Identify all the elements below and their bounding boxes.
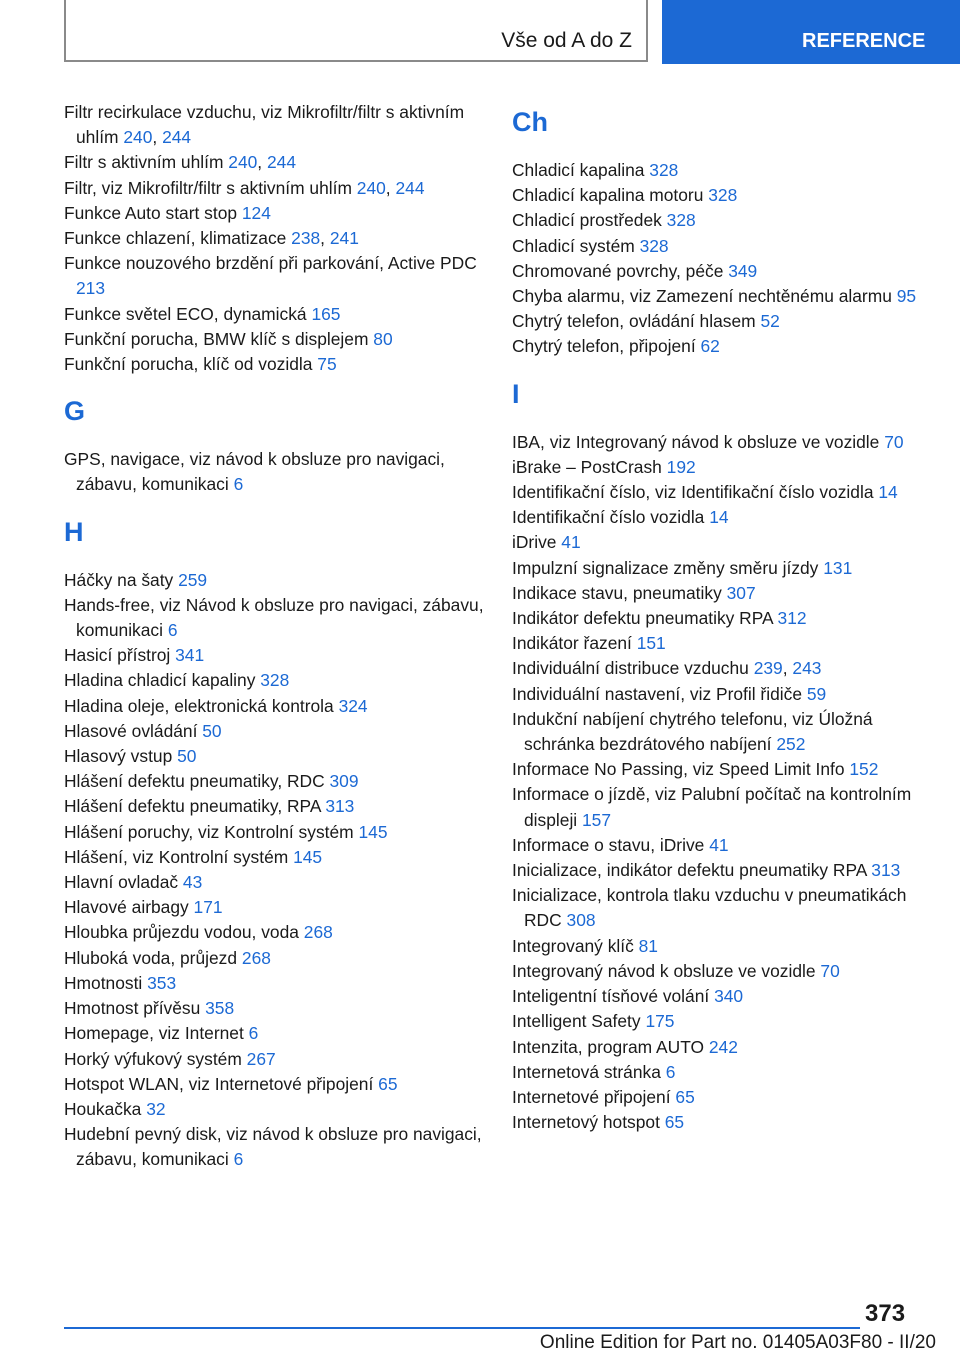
index-entry <box>512 480 932 505</box>
index-entry-text: Hudební pevný disk, viz návod k obsluze pro navigaci, zábavu, komunikaci <box>64 1124 482 1170</box>
index-entry <box>64 895 484 920</box>
index-entry <box>512 430 932 455</box>
page-reference-link[interactable]: 267 <box>246 1048 276 1069</box>
page-reference-link[interactable]: 244 <box>162 127 192 148</box>
page-reference-link[interactable]: 328 <box>708 185 738 206</box>
index-entry <box>512 1035 932 1060</box>
page-reference-link[interactable]: 81 <box>638 935 658 956</box>
index-entry-text: Funkce Auto start stop <box>64 202 238 223</box>
index-entry <box>512 334 932 359</box>
index-letter-heading: G <box>64 396 86 427</box>
index-entry <box>512 530 932 555</box>
index-entry-text: Hotspot WLAN, viz Internetové připojení <box>64 1073 374 1094</box>
page-reference-link[interactable]: 62 <box>700 336 720 357</box>
page-reference-link[interactable]: 328 <box>260 670 290 691</box>
index-entry-text: Hladina oleje, elektronická kontrola <box>64 695 334 716</box>
index-entry <box>512 883 932 933</box>
index-entry <box>512 1009 932 1034</box>
index-entry-text: Inteligentní tísňové volání <box>512 986 710 1007</box>
index-entry <box>64 568 484 593</box>
page-reference-link[interactable]: 244 <box>395 177 425 198</box>
page-reference-link[interactable]: 32 <box>146 1098 166 1119</box>
index-entry-text: Chromované povrchy, péče <box>512 260 724 281</box>
page-reference-link[interactable]: 131 <box>823 557 853 578</box>
index-entry <box>64 719 484 744</box>
page-reference-link[interactable]: 240 <box>228 152 258 173</box>
index-entry <box>64 201 484 226</box>
index-entry-text: Hlasové ovládání <box>64 720 198 741</box>
index-entry-text: Individuální nastavení, viz Profil řidiče <box>512 683 802 704</box>
index-entry <box>64 1072 484 1097</box>
index-entry <box>512 208 932 233</box>
index-entry-text: Hands-free, viz Návod k obsluze pro navigaci, zábavu, komunikaci <box>64 594 484 641</box>
page-reference-link[interactable]: 341 <box>175 645 205 666</box>
index-entry-text: Chladicí systém <box>512 235 635 256</box>
page-reference-link[interactable]: 95 <box>896 286 917 307</box>
index-entry <box>512 858 932 883</box>
index-entry-text: Hlasový vstup <box>64 746 173 767</box>
page-reference-link[interactable]: 213 <box>76 278 106 299</box>
index-entry-text: Hlavové airbagy <box>64 897 189 918</box>
index-entry-text: Chladicí kapalina motoru <box>512 185 704 206</box>
page-reference-link[interactable]: 50 <box>177 746 197 767</box>
index-entry-text: Indikace stavu, pneumatiky <box>512 582 722 603</box>
index-entry <box>64 769 484 794</box>
index-entry <box>512 183 932 208</box>
index-entry-text: Hlášení defektu pneumatiky, RPA <box>64 796 321 817</box>
index-entry: Funkce chlazení, klimatizace 238, 241 <box>64 228 359 249</box>
index-entry <box>512 984 932 1009</box>
index-entry-text: Chladicí prostředek <box>512 210 662 231</box>
index-entry-text: Funkce nouzového brzdění při parkování, Active PDC <box>64 253 477 274</box>
index-entry-text: Hmotnosti <box>64 972 143 993</box>
page-reference-link[interactable]: 152 <box>849 759 879 780</box>
index-entry <box>64 744 484 769</box>
index-entry-text: Informace No Passing, viz Speed Limit Info <box>512 759 845 780</box>
page-reference-link[interactable]: 308 <box>566 910 596 931</box>
page-reference-link[interactable]: 358 <box>205 998 235 1019</box>
index-entry <box>64 593 484 643</box>
index-entry-text: Chytrý telefon, připojení <box>512 336 696 357</box>
index-entry-text: Chytrý telefon, ovládání hlasem <box>512 311 756 332</box>
page-reference-link[interactable]: 312 <box>777 608 807 629</box>
index-entry-text: Informace o jízdě, viz Palubní počítač na kontrolním displeji <box>512 784 912 830</box>
index-entry <box>512 682 932 707</box>
index-entry <box>512 782 932 832</box>
page-reference-link[interactable]: 6 <box>233 474 244 495</box>
section-title: Vše od A do Z <box>501 29 632 52</box>
chapter-tab-reference[interactable]: REFERENCE <box>662 0 960 64</box>
page-reference-link[interactable]: 65 <box>378 1073 398 1094</box>
page-reference-link[interactable]: 124 <box>241 202 271 223</box>
index-entry <box>512 606 932 631</box>
index-entry <box>512 707 932 757</box>
page-reference-link[interactable]: 328 <box>666 210 696 231</box>
page-reference-link[interactable]: 52 <box>760 311 780 332</box>
page-reference-link[interactable]: 145 <box>293 846 323 867</box>
index-entry-text: Hlášení poruchy, viz Kontrolní systém <box>64 821 354 842</box>
index-entry <box>64 996 484 1021</box>
index-entry <box>64 352 484 377</box>
index-column-right <box>512 100 932 1135</box>
page-reference-link[interactable]: 244 <box>266 152 296 173</box>
index-entry-text: Hasicí přístroj <box>64 645 171 666</box>
page-reference-link[interactable]: 242 <box>708 1036 738 1057</box>
index-entry-text: Individuální distribuce vzduchu <box>512 658 749 679</box>
index-entry <box>64 794 484 819</box>
page-reference-link[interactable]: 165 <box>311 303 341 324</box>
index-entry <box>512 934 932 959</box>
page-reference-link[interactable]: 240 <box>356 177 386 198</box>
index-entry-text: Identifikační číslo vozidla <box>512 507 705 528</box>
index-entry-text: Integrovaný návod k obsluze ve vozidle <box>512 960 816 981</box>
page-reference-link[interactable]: 14 <box>709 507 729 528</box>
index-entry <box>512 309 932 334</box>
page-reference-link[interactable]: 75 <box>317 354 337 375</box>
page-reference-link[interactable]: 65 <box>675 1086 695 1107</box>
index-entry-text: Integrovaný klíč <box>512 935 634 956</box>
page-reference-link[interactable]: 243 <box>792 658 822 679</box>
index-entry <box>64 327 484 352</box>
index-entry <box>64 845 484 870</box>
index-entry-text: Hladina chladicí kapaliny <box>64 670 256 691</box>
index-entry-text: Funkce chlazení, klimatizace <box>64 228 287 249</box>
page-reference-link[interactable]: 41 <box>709 834 729 855</box>
index-entry <box>512 757 932 782</box>
page-reference-link[interactable]: 14 <box>878 482 898 503</box>
page-reference-link[interactable]: 171 <box>193 897 223 918</box>
index-entry <box>64 251 484 301</box>
index-entry-text: Impulzní signalizace změny směru jízdy <box>512 557 819 578</box>
index-entry: Individuální distribuce vzduchu 239, 243 <box>512 658 822 679</box>
index-entry <box>64 1122 484 1172</box>
page-reference-link[interactable]: 238 <box>291 228 321 249</box>
page-reference-link[interactable]: 59 <box>806 683 827 704</box>
index-entry <box>512 455 932 480</box>
page-reference-link[interactable]: 192 <box>666 456 696 477</box>
page-reference-link[interactable]: 268 <box>303 922 333 943</box>
index-entry-text: Funkční porucha, klíč od vozidla <box>64 354 313 375</box>
index-entry <box>64 920 484 945</box>
index-entry <box>512 1110 932 1135</box>
page-reference-link[interactable]: 313 <box>871 860 901 881</box>
index-entry <box>512 234 932 259</box>
index-letter-heading: H <box>64 516 84 547</box>
index-entry <box>64 1097 484 1122</box>
page-reference-link[interactable]: 41 <box>561 532 581 553</box>
page-reference-link[interactable]: 70 <box>820 960 840 981</box>
index-entry-text: Homepage, viz Internet <box>64 1023 244 1044</box>
index-entry-text: Internetová stránka <box>512 1061 661 1082</box>
index-entry <box>64 447 484 497</box>
index-letter-heading: Ch <box>512 107 548 137</box>
index-entry-text: Hloubka průjezdu vodou, voda <box>64 922 299 943</box>
index-entry <box>512 1085 932 1110</box>
index-entry-text: Houkačka <box>64 1098 142 1119</box>
index-entry-text: Internetové připojení <box>512 1086 671 1107</box>
index-entry-text: Funkce světel ECO, dynamická <box>64 303 307 324</box>
page-reference-link[interactable]: 145 <box>358 821 388 842</box>
index-entry-text: Funkční porucha, BMW klíč s displejem <box>64 328 369 349</box>
page-reference-link[interactable]: 340 <box>714 986 744 1007</box>
index-entry <box>64 946 484 971</box>
index-entry-text: Filtr, viz Mikrofiltr/filtr s aktivním uhlím <box>64 177 352 198</box>
index-entry-text: Hlavní ovladač <box>64 872 179 893</box>
index-entry-text: Hlášení defektu pneumatiky, RDC <box>64 771 325 792</box>
index-entry-text: Intelligent Safety <box>512 1011 641 1032</box>
index-column-left <box>64 100 484 1173</box>
index-entry <box>512 284 932 309</box>
index-entry <box>512 833 932 858</box>
page-reference-link[interactable]: 70 <box>884 431 904 452</box>
index-entry-text: Inicializace, kontrola tlaku vzduchu v pneumatikách RDC <box>512 885 907 931</box>
page-reference-link[interactable]: 324 <box>338 695 368 716</box>
page-reference-link[interactable]: 328 <box>649 160 679 180</box>
page-reference-link[interactable]: 175 <box>645 1011 675 1032</box>
page-reference-link[interactable]: 6 <box>248 1023 259 1044</box>
index-entry-text: Internetový hotspot <box>512 1112 660 1133</box>
page-reference-link[interactable]: 259 <box>178 569 208 590</box>
index-entry <box>64 302 484 327</box>
page-reference-link[interactable]: 313 <box>325 796 355 817</box>
footer-divider <box>64 1327 860 1329</box>
index-entry <box>64 820 484 845</box>
page-reference-link[interactable]: 309 <box>329 771 359 792</box>
index-entry-text: IBA, viz Integrovaný návod k obsluze ve vozidle <box>512 431 880 452</box>
index-entry <box>512 631 932 656</box>
page-number: 373 <box>865 1300 906 1327</box>
index-entry-text: Indikátor řazení <box>512 633 632 654</box>
page-reference-link[interactable]: 349 <box>728 260 758 281</box>
footer-edition-text: Online Edition for Part no. 01405A03F80 - II/20 <box>539 1332 936 1353</box>
index-entry <box>512 158 932 183</box>
index-entry <box>64 1047 484 1072</box>
page-reference-link[interactable]: 50 <box>202 720 222 741</box>
page-reference-link[interactable]: 65 <box>664 1112 685 1133</box>
index-entry-text: iDrive <box>512 532 557 553</box>
header-section-box <box>64 0 648 62</box>
index-entry <box>64 1021 484 1046</box>
page-reference-link[interactable]: 240 <box>123 127 153 148</box>
page-reference-link[interactable]: 80 <box>373 328 393 349</box>
index-entry-text: Identifikační číslo, viz Identifikační číslo vozidla <box>512 482 874 503</box>
index-entry-text: GPS, navigace, viz návod k obsluze pro navigaci, zábavu, komunikaci <box>64 449 445 495</box>
index-entry <box>512 581 932 606</box>
index-entry-text: Hmotnost přívěsu <box>64 998 201 1019</box>
index-entry <box>512 959 932 984</box>
page-reference-link[interactable]: 239 <box>753 658 783 679</box>
index-entry-text: Horký výfukový systém <box>64 1048 242 1069</box>
page-reference-link[interactable]: 353 <box>147 972 177 993</box>
page-reference-link[interactable]: 6 <box>233 1149 244 1170</box>
index-entry-text: Indikátor defektu pneumatiky RPA <box>512 608 773 629</box>
index-entry <box>512 556 932 581</box>
page-reference-link[interactable]: 252 <box>776 734 806 755</box>
index-entry-text: Hlášení, viz Kontrolní systém <box>64 846 289 867</box>
index-entry-text: Intenzita, program AUTO <box>512 1036 705 1057</box>
page-reference-link[interactable]: 6 <box>665 1061 676 1082</box>
index-entry-text: Chladicí kapalina <box>512 160 645 180</box>
page-reference-link[interactable]: 151 <box>636 633 666 654</box>
page-reference-link[interactable]: 328 <box>639 235 669 256</box>
index-entry-text: Filtr s aktivním uhlím <box>64 152 224 173</box>
index-entry <box>512 259 932 284</box>
page-reference-link[interactable]: 307 <box>726 582 756 603</box>
index-entry: Filtr s aktivním uhlím 240, 244 <box>64 152 296 173</box>
index-entry <box>64 870 484 895</box>
index-entry-text: iBrake – PostCrash <box>512 456 662 477</box>
index-entry-text: Inicializace, indikátor defektu pneumatiky RPA <box>512 860 867 881</box>
index-entry <box>512 505 932 530</box>
index-entry-text: Chyba alarmu, viz Zamezení nechtěnému alarmu <box>512 286 892 307</box>
index-entry: Filtr recirkulace vzduchu, viz Mikrofiltr/filtr s aktivním uhlím 240, 244 <box>64 102 465 148</box>
index-entry <box>64 971 484 996</box>
page-reference-link[interactable]: 268 <box>241 947 271 968</box>
index-letter-heading: I <box>512 378 520 409</box>
page-reference-link[interactable]: 157 <box>582 809 612 830</box>
index-entry: Filtr, viz Mikrofiltr/filtr s aktivním uhlím 240, 244 <box>64 177 425 198</box>
page-reference-link[interactable]: 241 <box>329 228 359 249</box>
index-entry-text: Háčky na šaty <box>64 569 174 590</box>
index-entry <box>64 643 484 668</box>
index-entry <box>512 1060 932 1085</box>
index-entry-text: Hluboká voda, průjezd <box>64 947 238 968</box>
index-entry <box>64 668 484 693</box>
page-reference-link[interactable]: 43 <box>182 872 203 893</box>
index-entry <box>64 694 484 719</box>
index-entry-text: Filtr recirkulace vzduchu, viz Mikrofiltr/filtr s aktivním uhlím <box>64 102 465 148</box>
index-entry-text: Indukční nabíjení chytrého telefonu, viz Úložná schránka bezdrátového nabíjení <box>512 708 873 755</box>
index-entry-text: Informace o stavu, iDrive <box>512 834 705 855</box>
page-reference-link[interactable]: 6 <box>167 620 178 641</box>
